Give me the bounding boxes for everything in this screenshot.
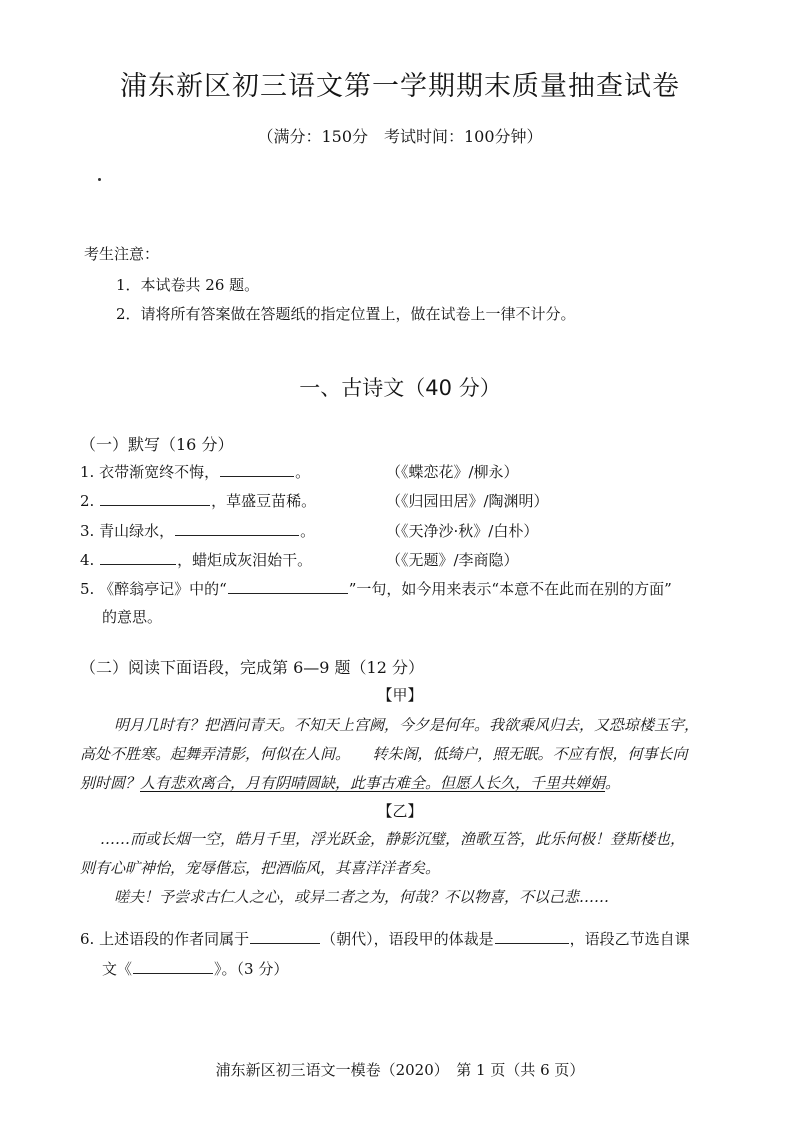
- q1-number: 1.: [80, 463, 95, 481]
- q2-answer-blank[interactable]: [100, 491, 210, 506]
- q5-text-before: 《醉翁亭记》中的“: [99, 580, 227, 598]
- q3-text-before: 青山绿水，: [99, 522, 175, 540]
- passage-jia-line-2: 高处不胜寒。起舞弄清影，何似在人间。 转朱阁，低绮户，照无眠。不应有恨，何事长向: [80, 745, 688, 763]
- page-footer: 浦东新区初三语文一模卷（2020） 第 1 页（共 6 页）: [215, 1061, 585, 1079]
- jia-underlined-sentence: 人有悲欢离合，月有阴晴圆缺，此事古难全。但愿人长久，千里共婵娟: [140, 774, 606, 792]
- notice-heading: 考生注意：: [84, 245, 160, 263]
- q1-text-after: 。: [295, 463, 311, 481]
- passage-yi-label: 【乙】: [377, 802, 423, 820]
- question-4: [80, 549, 312, 570]
- q6-text-2: （朝代），语段甲的体裁是: [321, 930, 494, 948]
- question-6: [80, 928, 690, 949]
- q3-source: （《天净沙·秋》/白朴）: [386, 522, 539, 540]
- page-title: 浦东新区初三语文第一学期期末质量抽查试卷: [120, 71, 680, 102]
- q6-text-3: ，语段乙节选自课: [569, 930, 690, 948]
- q4-answer-blank[interactable]: [100, 550, 176, 565]
- passage-jia-line-1: 明月几时有？把酒问青天。不知天上宫阙，今夕是何年。我欲乘风归去，又恐琼楼玉宇，: [114, 716, 700, 734]
- q5-number: 5.: [80, 580, 95, 598]
- q5-answer-blank[interactable]: [228, 579, 348, 594]
- q4-number: 4.: [80, 551, 95, 569]
- passage-jia-line-3: [80, 772, 620, 793]
- passage-yi-line-1: ……而或长烟一空，皓月千里，浮光跃金，静影沉璧，渔歌互答，此乐何极！登斯楼也，: [100, 830, 686, 848]
- q6-text-4: 文《: [102, 960, 133, 978]
- q3-number: 3.: [80, 522, 95, 540]
- question-5: [80, 578, 672, 599]
- q2-number: 2.: [80, 492, 95, 510]
- q2-source: （《归园田居》/陶渊明）: [386, 492, 549, 510]
- q6-text-1: 上述语段的作者同属于: [99, 930, 250, 948]
- q1-source: （《蝶恋花》/柳永）: [386, 463, 519, 481]
- question-6-line-2: [102, 958, 288, 979]
- q6-genre-blank[interactable]: [495, 929, 569, 944]
- q4-text-after: ，蜡炬成灰泪始干。: [177, 551, 313, 569]
- notice-item-1: 1．本试卷共 26 题。: [116, 276, 260, 294]
- q5-text-after: ”一句，如今用来表示“本意不在此而在别的方面”: [348, 580, 672, 598]
- q5-line2: 的意思。: [102, 608, 163, 626]
- part2-title: （二）阅读下面语段，完成第 6—9 题（12 分）: [80, 658, 424, 677]
- q6-text-5: 》。（3 分）: [214, 960, 289, 978]
- q2-text-after: ，草盛豆苗稀。: [211, 492, 317, 510]
- question-1: [80, 461, 310, 482]
- q1-answer-blank[interactable]: [220, 462, 294, 477]
- notice-item-2: 2．请将所有答案做在答题纸的指定位置上，做在试卷上一律不计分。: [116, 305, 576, 323]
- passage-yi-line-2: 则有心旷神怡，宠辱偕忘，把酒临风，其喜洋洋者矣。: [80, 859, 441, 877]
- q4-source: （《无题》/李商隐）: [386, 551, 519, 569]
- q6-number: 6.: [80, 930, 95, 948]
- stray-dot: [98, 178, 101, 181]
- q6-dynasty-blank[interactable]: [250, 929, 320, 944]
- q3-answer-blank[interactable]: [175, 521, 299, 536]
- jia-line3-plain: 别时圆？: [80, 774, 141, 792]
- passage-yi-line-3: 嗟夫！予尝求古仁人之心，或异二者之为，何哉？不以物喜，不以己悲……: [114, 888, 610, 906]
- section-title-classical-poetry: 一、古诗文（40 分）: [299, 376, 501, 400]
- part1-title: （一）默写（16 分）: [80, 435, 234, 454]
- jia-line3-end: 。: [605, 774, 621, 792]
- question-2: [80, 490, 316, 511]
- q6-title-blank[interactable]: [133, 959, 213, 974]
- passage-jia-label: 【甲】: [377, 686, 423, 704]
- q1-text-before: 衣带渐宽终不悔，: [99, 463, 220, 481]
- question-3: [80, 520, 315, 541]
- q3-text-after: 。: [300, 522, 316, 540]
- exam-info: （满分：150分 考试时间：100分钟）: [257, 127, 543, 146]
